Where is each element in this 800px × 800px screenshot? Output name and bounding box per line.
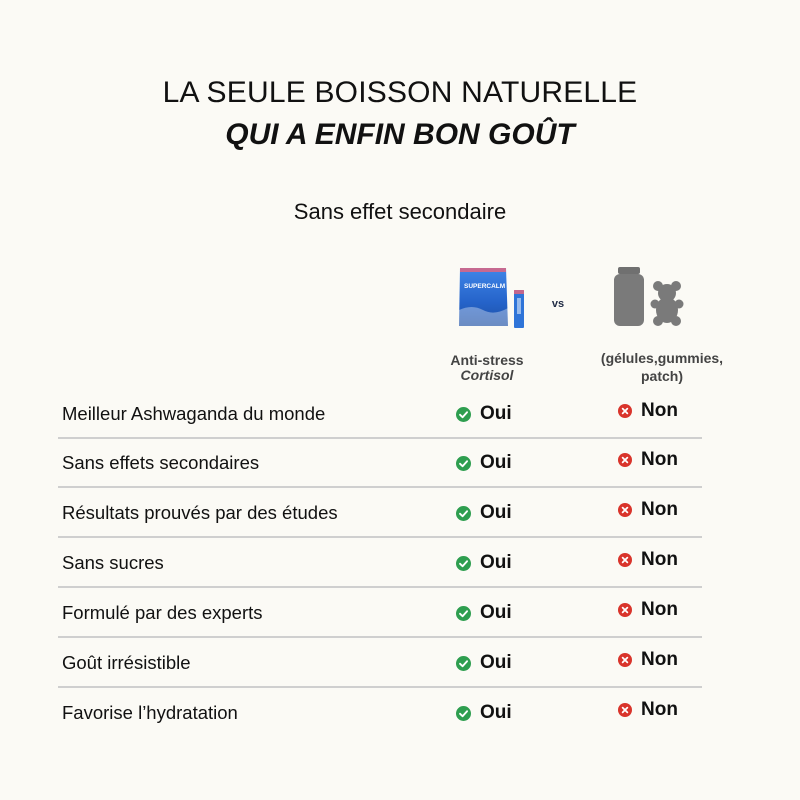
no-text: Non <box>641 549 678 570</box>
yes-text: Oui <box>480 502 512 523</box>
column-label-ours-line2: Cortisol <box>460 367 514 383</box>
theirs-cell <box>618 485 678 535</box>
ours-cell <box>456 438 512 488</box>
check-icon <box>456 506 471 521</box>
ours-cell <box>456 488 512 538</box>
yes-text: Oui <box>480 702 512 723</box>
cross-icon <box>618 453 632 467</box>
theirs-cell <box>618 635 678 685</box>
cross-icon <box>618 503 632 517</box>
check-icon <box>456 606 471 621</box>
no-text: Non <box>641 699 678 720</box>
table-row <box>58 488 702 538</box>
no-text: Non <box>641 649 678 670</box>
column-label-theirs-line1: (gélules,gummies, <box>600 350 724 366</box>
ours-cell <box>456 638 512 688</box>
row-label: Sans effets secondaires <box>62 452 260 473</box>
ours-cell <box>456 538 512 588</box>
theirs-cell <box>618 535 678 585</box>
check-icon <box>456 656 471 671</box>
page-subtitle: Sans effet secondaire <box>293 199 507 224</box>
table-row <box>58 438 702 488</box>
column-label-theirs <box>574 349 750 385</box>
table-row <box>58 538 702 588</box>
cross-icon <box>618 404 632 418</box>
row-label: Formulé par des experts <box>62 602 263 623</box>
theirs-cell <box>618 685 678 735</box>
table-row <box>58 389 702 439</box>
cross-icon <box>618 653 632 667</box>
check-icon <box>456 456 471 471</box>
ours-cell <box>456 688 512 738</box>
row-label: Favorise l’hydratation <box>62 702 238 723</box>
row-label: Goût irrésistible <box>62 652 191 673</box>
cross-icon <box>618 603 632 617</box>
column-label-ours <box>432 353 542 383</box>
theirs-cell <box>618 386 678 436</box>
no-text: Non <box>641 400 678 421</box>
row-label: Meilleur Ashwaganda du monde <box>62 403 326 424</box>
table-row <box>58 588 702 638</box>
check-icon <box>456 706 471 721</box>
check-icon <box>456 407 471 422</box>
no-text: Non <box>641 449 678 470</box>
page-title-line-2: QUI A ENFIN BON GOÛT <box>225 118 575 151</box>
yes-text: Oui <box>480 452 512 473</box>
yes-text: Oui <box>480 602 512 623</box>
competitor-bottle-icon <box>612 266 688 328</box>
table-row <box>58 688 702 738</box>
vs-label: vs <box>551 298 565 310</box>
gummy-bear-icon <box>651 281 684 326</box>
no-text: Non <box>641 499 678 520</box>
column-label-ours-line1: Anti-stress <box>450 352 524 368</box>
product-brand-text: SUPERCALM <box>464 283 506 290</box>
theirs-cell <box>618 585 678 635</box>
yes-text: Oui <box>480 403 512 424</box>
row-label: Sans sucres <box>62 552 164 573</box>
theirs-cell <box>618 435 678 485</box>
no-text: Non <box>641 599 678 620</box>
check-icon <box>456 556 471 571</box>
ours-cell <box>456 588 512 638</box>
yes-text: Oui <box>480 552 512 573</box>
cross-icon <box>618 553 632 567</box>
page-title-line-1: LA SEULE BOISSON NATURELLE <box>162 76 638 109</box>
table-row <box>58 638 702 688</box>
column-label-theirs-line2: patch) <box>641 368 683 384</box>
yes-text: Oui <box>480 652 512 673</box>
cross-icon <box>618 703 632 717</box>
product-pouch-image <box>458 266 530 330</box>
ours-cell <box>456 389 512 439</box>
row-label: Résultats prouvés par des études <box>62 502 338 523</box>
